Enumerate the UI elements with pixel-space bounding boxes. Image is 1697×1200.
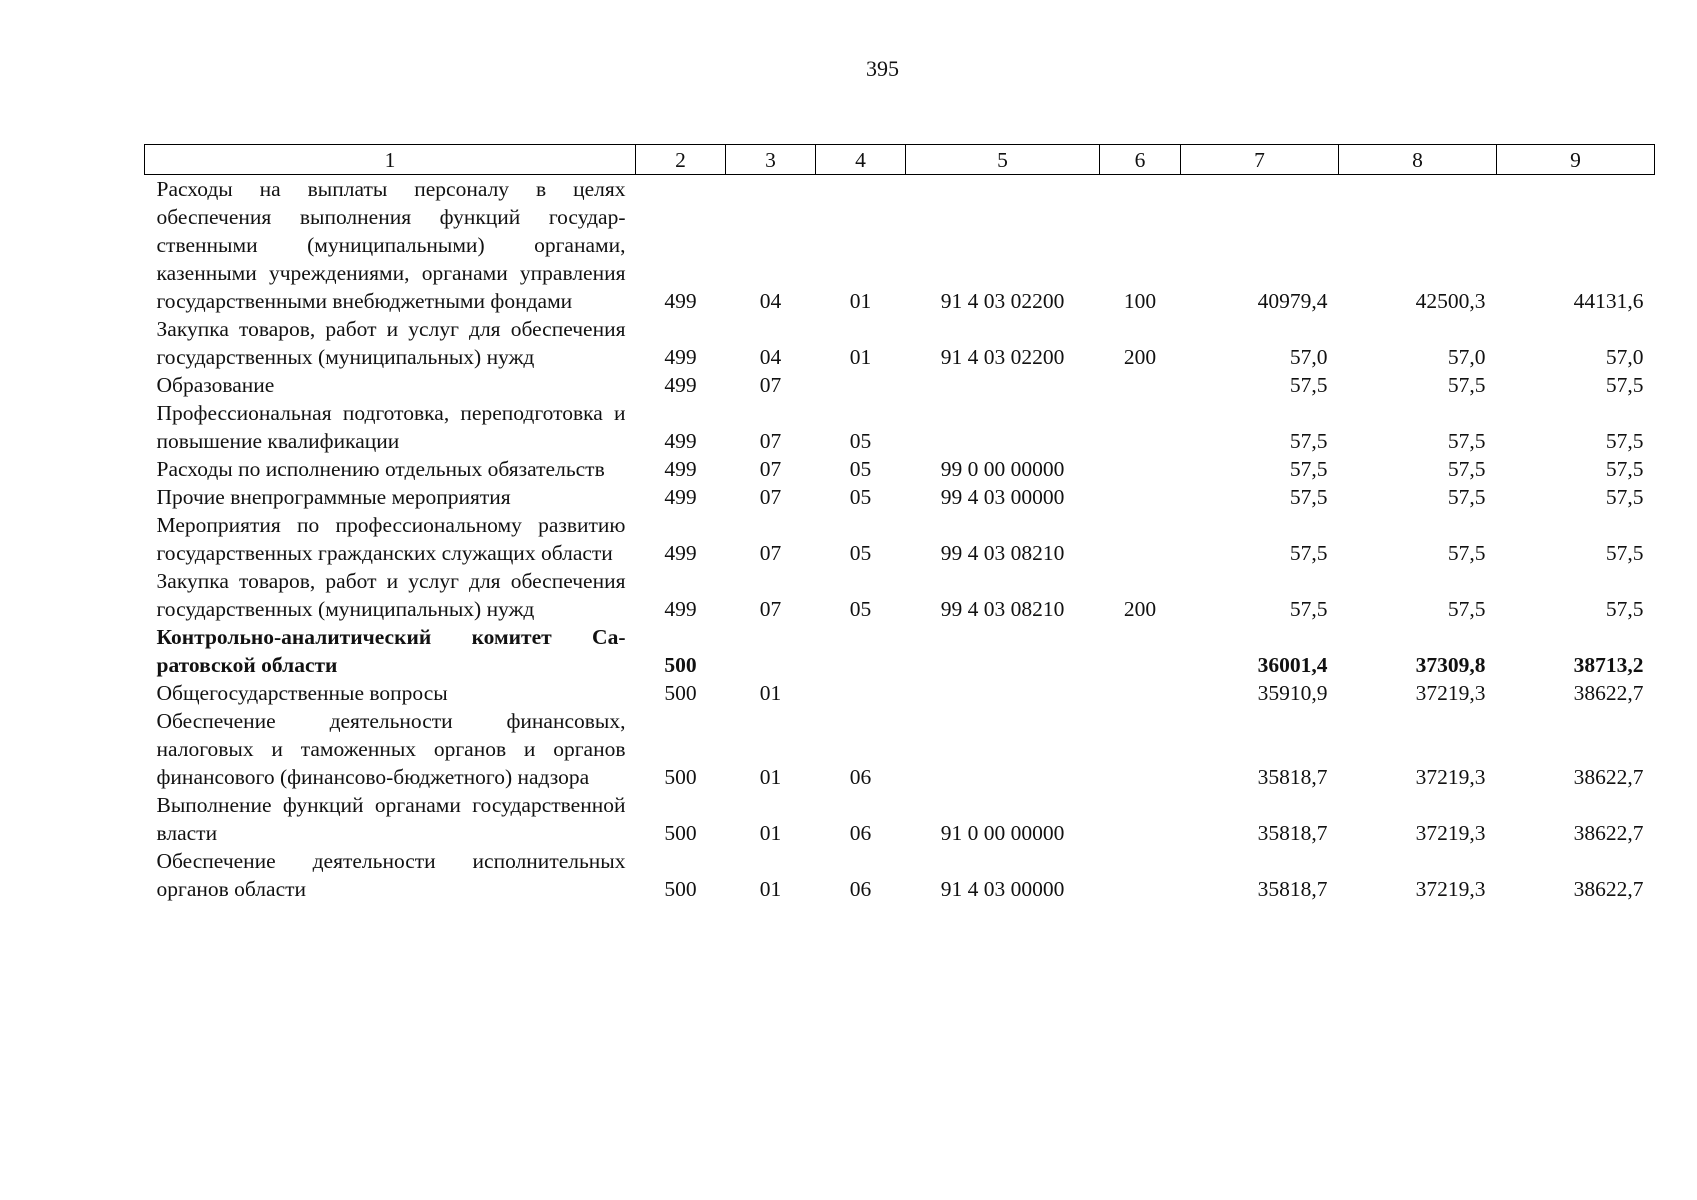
row-col-7: 57,5	[1289, 429, 1328, 453]
row-col-6	[1100, 371, 1181, 399]
table-row	[145, 371, 1655, 399]
header-col-9: 9	[1497, 145, 1655, 175]
row-col-3: 01	[759, 681, 782, 705]
row-col-9: 57,0	[1605, 345, 1644, 369]
row-col-3: 01	[759, 821, 782, 845]
row-col-5: 91 0 00 00000	[940, 821, 1065, 845]
row-col-9: 38622,7	[1573, 821, 1644, 845]
row-col-9: 57,5	[1605, 541, 1644, 565]
row-col-2: 500	[664, 653, 697, 677]
table-row	[145, 707, 1655, 791]
row-col-8: 57,5	[1447, 457, 1486, 481]
row-col-4: 01	[849, 345, 872, 369]
row-col-2: 499	[664, 373, 697, 397]
row-name: Обеспечение деятельности финансовых, налоговых и таможенных органов и органов финансового (финансово-бюджетного) надзора	[156, 709, 626, 789]
row-name: Расходы по исполнению отдельных обязательств	[156, 457, 605, 481]
table-row	[145, 399, 1655, 455]
row-col-6: 100	[1123, 289, 1157, 313]
row-col-5	[906, 371, 1100, 399]
row-name: Расходы на выплаты персоналу в целях обеспечения выполнения функций государственными (муниципальными) органами, казенными учреждениями, органами управления государственными внебюджетными фондами	[156, 177, 626, 313]
row-col-7: 35818,7	[1257, 821, 1328, 845]
row-col-7: 57,5	[1289, 597, 1328, 621]
row-col-3: 07	[759, 597, 782, 621]
row-col-7: 40979,4	[1257, 289, 1328, 313]
header-col-7: 7	[1181, 145, 1339, 175]
table-row	[145, 483, 1655, 511]
table-body	[145, 175, 1655, 904]
budget-table	[144, 144, 1655, 903]
row-name: Закупка товаров, работ и услуг для обеспечения государственных (муниципальных) нужд	[156, 569, 626, 621]
row-col-7: 57,5	[1289, 373, 1328, 397]
table-row	[145, 567, 1655, 623]
row-col-6	[1100, 399, 1181, 455]
table-row	[145, 847, 1655, 903]
row-col-3: 07	[759, 485, 782, 509]
row-col-7: 35818,7	[1257, 765, 1328, 789]
row-col-2: 500	[664, 877, 697, 901]
header-col-1: 1	[145, 145, 636, 175]
row-col-5: 99 0 00 00000	[940, 457, 1065, 481]
row-col-4	[816, 371, 906, 399]
row-col-7: 57,5	[1289, 541, 1328, 565]
row-col-8: 42500,3	[1415, 289, 1486, 313]
row-col-2: 499	[664, 345, 697, 369]
row-col-7: 35910,9	[1257, 681, 1328, 705]
row-col-2: 500	[664, 821, 697, 845]
header-col-2: 2	[636, 145, 726, 175]
row-col-3: 01	[759, 765, 782, 789]
row-col-5: 91 4 03 02200	[940, 345, 1065, 369]
row-col-9: 38622,7	[1573, 877, 1644, 901]
row-name: Общегосударственные вопросы	[156, 681, 448, 705]
row-col-9: 57,5	[1605, 485, 1644, 509]
header-col-4: 4	[816, 145, 906, 175]
row-col-5: 99 4 03 08210	[940, 597, 1065, 621]
row-col-5: 99 4 03 08210	[940, 541, 1065, 565]
header-col-8: 8	[1339, 145, 1497, 175]
row-col-2: 500	[664, 681, 697, 705]
row-col-2: 499	[664, 429, 697, 453]
row-col-6: 200	[1123, 597, 1157, 621]
row-name: Закупка товаров, работ и услуг для обеспечения государственных (муниципальных) нужд	[156, 317, 626, 369]
row-col-5	[906, 707, 1100, 791]
row-col-7: 57,5	[1289, 457, 1328, 481]
row-col-2: 499	[664, 541, 697, 565]
row-col-6	[1100, 707, 1181, 791]
row-col-4: 01	[849, 289, 872, 313]
row-col-5	[906, 679, 1100, 707]
row-col-3: 04	[759, 289, 782, 313]
row-col-8: 37309,8	[1415, 653, 1486, 677]
row-col-8: 57,5	[1447, 373, 1486, 397]
row-col-6	[1100, 623, 1181, 679]
row-col-9: 38622,7	[1573, 681, 1644, 705]
row-col-4: 05	[849, 457, 872, 481]
row-col-2: 499	[664, 457, 697, 481]
row-col-4: 06	[849, 821, 872, 845]
row-col-3: 07	[759, 457, 782, 481]
row-col-3: 07	[759, 429, 782, 453]
row-name: Контрольно-аналитический комитет Саратовской области	[156, 625, 626, 677]
row-col-4	[816, 679, 906, 707]
row-col-7: 35818,7	[1257, 877, 1328, 901]
row-col-9: 57,5	[1605, 429, 1644, 453]
row-col-8: 37219,3	[1415, 681, 1486, 705]
row-col-6: 200	[1123, 345, 1157, 369]
row-col-7: 57,5	[1289, 485, 1328, 509]
table-row	[145, 791, 1655, 847]
row-col-3: 04	[759, 345, 782, 369]
row-col-4: 05	[849, 597, 872, 621]
row-col-8: 57,5	[1447, 541, 1486, 565]
row-col-9: 57,5	[1605, 457, 1644, 481]
row-col-8: 57,5	[1447, 485, 1486, 509]
row-col-6	[1100, 455, 1181, 483]
row-col-3	[726, 623, 816, 679]
header-row	[145, 145, 1655, 175]
header-col-6: 6	[1100, 145, 1181, 175]
row-col-3: 07	[759, 541, 782, 565]
table-row	[145, 679, 1655, 707]
row-col-9: 44131,6	[1573, 289, 1644, 313]
row-col-5: 99 4 03 00000	[940, 485, 1065, 509]
table-row	[145, 623, 1655, 679]
row-col-6	[1100, 847, 1181, 903]
row-col-6	[1100, 511, 1181, 567]
row-col-3: 01	[759, 877, 782, 901]
row-col-5: 91 4 03 02200	[940, 289, 1065, 313]
header-col-5: 5	[906, 145, 1100, 175]
row-name: Обеспечение деятельности исполнительных органов области	[156, 849, 626, 901]
row-col-9: 38713,2	[1573, 653, 1644, 677]
row-col-8: 57,5	[1447, 429, 1486, 453]
row-name: Прочие внепрограммные мероприятия	[156, 485, 511, 509]
table-row	[145, 175, 1655, 316]
row-col-5: 91 4 03 00000	[940, 877, 1065, 901]
row-col-7: 36001,4	[1257, 653, 1328, 677]
row-col-7: 57,0	[1289, 345, 1328, 369]
row-col-2: 499	[664, 485, 697, 509]
table-header	[145, 145, 1655, 175]
row-col-2: 499	[664, 289, 697, 313]
row-col-3: 07	[759, 373, 782, 397]
header-col-3: 3	[726, 145, 816, 175]
row-col-6	[1100, 483, 1181, 511]
row-col-8: 37219,3	[1415, 877, 1486, 901]
row-col-9: 57,5	[1605, 373, 1644, 397]
table-row	[145, 511, 1655, 567]
row-name: Профессиональная подготовка, переподготовка и повышение квалификации	[156, 401, 626, 453]
row-col-6	[1100, 791, 1181, 847]
row-col-4: 06	[849, 877, 872, 901]
row-col-8: 37219,3	[1415, 821, 1486, 845]
row-col-6	[1100, 679, 1181, 707]
row-col-9: 38622,7	[1573, 765, 1644, 789]
row-col-4	[816, 623, 906, 679]
row-col-2: 499	[664, 597, 697, 621]
row-col-4: 05	[849, 485, 872, 509]
row-col-2: 500	[664, 765, 697, 789]
row-col-8: 57,0	[1447, 345, 1486, 369]
table-row	[145, 455, 1655, 483]
row-name: Мероприятия по профессиональному развитию государственных гражданских служащих области	[156, 513, 626, 565]
page-number: 395	[866, 56, 899, 81]
table-row	[145, 315, 1655, 371]
row-col-8: 37219,3	[1415, 765, 1486, 789]
row-col-4: 06	[849, 765, 872, 789]
row-col-5	[906, 399, 1100, 455]
row-col-4: 05	[849, 541, 872, 565]
row-name: Выполнение функций органами государственной власти	[156, 793, 626, 845]
row-col-9: 57,5	[1605, 597, 1644, 621]
row-col-5	[906, 623, 1100, 679]
row-col-4: 05	[849, 429, 872, 453]
row-name: Образование	[156, 373, 275, 397]
row-col-8: 57,5	[1447, 597, 1486, 621]
